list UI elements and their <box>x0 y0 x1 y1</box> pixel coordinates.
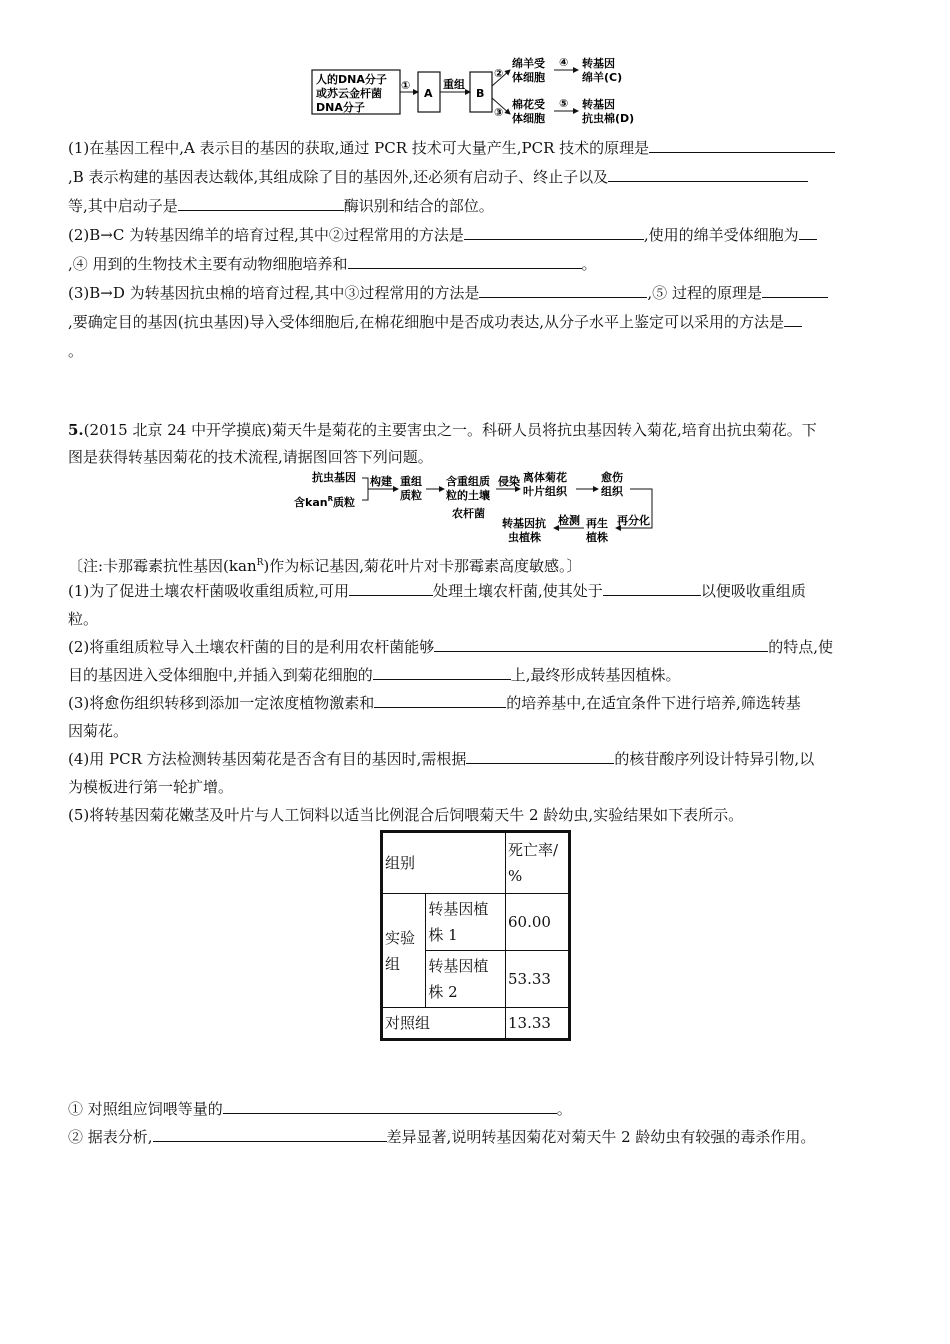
note-text: 〔注:卡那霉素抗性基因(kan <box>68 557 257 575</box>
q5-text: 处理土壤农杆菌,使其处于 <box>433 582 603 600</box>
regen-1: 再生 <box>586 517 608 530</box>
exp-group-1: 实验 <box>385 928 416 947</box>
q4-text: (2)B→C 为转基因绵羊的培育过程,其中②过程常用的方法是 <box>68 226 464 244</box>
q5-text: (4)用 PCR 方法检测转基因菊花是否含有目的基因时,需根据 <box>68 750 467 768</box>
q5-text: ① 对照组应饲喂等量的 <box>68 1100 223 1118</box>
answer-blank[interactable] <box>466 749 614 764</box>
q5-text: 图是获得转基因菊花的技术流程,请据图回答下列问题。 <box>68 448 433 466</box>
build-label: 构建 <box>370 475 392 488</box>
q5-p1-line2 <box>68 609 98 629</box>
note-text: )作为标记基因,菊花叶片对卡那霉素高度敏感。〕 <box>263 557 582 575</box>
agro-3: 农杆菌 <box>452 507 485 520</box>
header-group: 组别 <box>382 832 506 894</box>
answer-blank[interactable] <box>434 637 768 652</box>
answer-blank[interactable] <box>153 1127 387 1142</box>
plant1-cell <box>426 894 506 951</box>
answer-blank[interactable] <box>608 167 808 182</box>
q5-text: (1)为了促进土壤农杆菌吸收重组质粒,可用 <box>68 582 350 600</box>
q5-text: (5)将转基因菊花嫩茎及叶片与人工饲料以适当比例混合后饲喂菊天牛 2 龄幼虫,实验结果如下表所示。 <box>68 806 744 824</box>
q4-text: 。 <box>68 342 84 360</box>
gene-engineering-diagram <box>310 56 650 130</box>
gene-label: 抗虫基因 <box>312 471 356 484</box>
q5-p4-line2 <box>68 777 233 797</box>
q4-part1-line <box>68 138 835 158</box>
answer-blank[interactable] <box>649 138 835 153</box>
q5-p2-line <box>68 637 833 657</box>
step3-label: ③ <box>494 106 504 119</box>
q5-text: 差异显著,说明转基因菊花对菊天牛 2 龄幼虫有较强的毒杀作用。 <box>386 1128 816 1146</box>
q5-s2-line <box>68 1127 815 1147</box>
q5-p1-line <box>68 581 806 601</box>
result-table <box>380 830 571 1041</box>
q4-text: (1)在基因工程中,A 表示目的基因的获取,通过 PCR 技术可大量产生,PCR 技术的原理是 <box>68 139 650 157</box>
source-line-2: 或苏云金杆菌 <box>316 87 382 100</box>
q4-text: 酶识别和结合的部位。 <box>343 197 494 215</box>
q5-p3-line2 <box>68 721 128 741</box>
plant2-1: 转基因植 <box>428 957 489 975</box>
recomb-2: 质粒 <box>400 489 422 502</box>
sheep-cell-2: 体细胞 <box>512 71 545 84</box>
header-rate-2: % <box>508 867 523 885</box>
q5-note <box>68 553 582 576</box>
q4-text: (3)B→D 为转基因抗虫棉的培育过程,其中③过程常用的方法是 <box>68 284 480 302</box>
q4-line7 <box>68 312 802 332</box>
callus-2: 组织 <box>601 485 623 498</box>
q5-text: 因菊花。 <box>68 722 129 740</box>
q5-p5-line <box>68 805 743 825</box>
q5-p4-line <box>68 749 814 769</box>
q4-part3-line <box>68 283 828 303</box>
q4-text: ,要确定目的基因(抗虫基因)导入受体细胞后,在棉花细胞中是否成功表达,从分子水平上鉴定可以采用的方法是 <box>68 313 785 331</box>
rate3-cell: 13.33 <box>506 1008 570 1040</box>
table-row <box>382 1008 570 1040</box>
q5-text: 的培养基中,在适宜条件下进行培养,筛选转基 <box>506 694 801 712</box>
node-a-label: A <box>424 87 433 100</box>
exp-group-2: 组 <box>385 954 401 973</box>
q5-text: 的核苷酸序列设计特异引物,以 <box>614 750 815 768</box>
infect-label: 侵染 <box>498 475 520 488</box>
answer-blank[interactable] <box>762 283 828 298</box>
q4-text: 。 <box>581 255 597 273</box>
exp-group <box>382 894 426 1008</box>
callus-1: 愈伤 <box>601 471 623 484</box>
q4-line2 <box>68 167 808 187</box>
q5-p2-line2 <box>68 665 681 685</box>
leaf-1: 离体菊花 <box>523 471 567 484</box>
agro-1: 含重组质 <box>446 475 490 488</box>
q4-line8 <box>68 341 83 361</box>
q5-p3-line <box>68 693 801 713</box>
q4-text: 等,其中启动子是 <box>68 197 178 215</box>
table-row <box>382 832 570 894</box>
detect-label: 检测 <box>558 514 580 527</box>
q5-text: (3)将愈伤组织转移到添加一定浓度植物激素和 <box>68 694 375 712</box>
answer-blank[interactable] <box>464 225 644 240</box>
table-row <box>382 894 570 951</box>
q5-text: 目的基因进入受体细胞中,并插入到菊花细胞的 <box>68 666 373 684</box>
rate2-cell: 53.33 <box>506 951 570 1008</box>
q5-s1-line <box>68 1099 572 1119</box>
q5-text: 粒。 <box>68 610 99 628</box>
transgenic-2: 虫植株 <box>508 531 541 544</box>
q4-line3 <box>68 196 494 216</box>
cotton-out-1: 转基因 <box>582 98 615 111</box>
q5-text: 为模板进行第一轮扩增。 <box>68 778 234 796</box>
q4-text: ,④ 用到的生物技术主要有动物细胞培养和 <box>68 255 348 273</box>
recomb-1: 重组 <box>400 475 422 488</box>
answer-blank[interactable] <box>178 196 344 211</box>
answer-blank[interactable] <box>223 1099 557 1114</box>
q5-text: 。 <box>556 1100 572 1118</box>
q5-text: 上,最终形成转基因植株。 <box>510 666 681 684</box>
answer-blank[interactable] <box>374 693 506 708</box>
recombine-label: 重组 <box>443 78 465 91</box>
plant1-2: 株 1 <box>428 926 458 944</box>
answer-blank[interactable] <box>479 283 647 298</box>
sheep-cell-1: 绵羊受 <box>512 57 545 70</box>
sheep-out-1: 转基因 <box>582 57 615 70</box>
answer-blank[interactable] <box>349 581 433 596</box>
sheep-out-2: 绵羊(C) <box>582 71 623 84</box>
plasmid-label: 含kan$^R$质粒 <box>294 495 355 509</box>
q4-text: ,B 表示构建的基因表达载体,其组成除了目的基因外,还必须有启动子、终止子以及 <box>68 168 609 186</box>
step5-label: ⑤ <box>559 97 569 110</box>
plant2-2: 株 2 <box>428 983 458 1001</box>
q5-text: (2015 北京 24 中开学摸底)菊天牛是菊花的主要害虫之一。科研人员将抗虫基因转入菊花,培育出抗虫菊花。下 <box>83 421 817 439</box>
rate1-cell: 60.00 <box>506 894 570 951</box>
redif-label: 再分化 <box>617 514 650 527</box>
q4-text: ,⑤ 过程的原理是 <box>647 284 762 302</box>
answer-blank[interactable] <box>373 665 511 680</box>
node-b-label: B <box>476 87 485 100</box>
leaf-2: 叶片组织 <box>523 485 567 498</box>
q4-text: ,使用的绵羊受体细胞为 <box>643 226 799 244</box>
header-rate <box>506 832 570 894</box>
answer-blank[interactable] <box>784 312 802 327</box>
cotton-cell-2: 体细胞 <box>512 112 545 125</box>
q4-line5 <box>68 254 597 274</box>
answer-blank[interactable] <box>348 254 582 269</box>
q5-text: 的特点,使 <box>768 638 834 656</box>
header-rate-1: 死亡率/ <box>508 841 559 859</box>
q4-part2-line <box>68 225 817 245</box>
step4-label: ④ <box>559 56 569 69</box>
step1-label: ① <box>401 79 411 92</box>
answer-blank[interactable] <box>603 581 701 596</box>
q5-text: (2)将重组质粒导入土壤农杆菌的目的是利用农杆菌能够 <box>68 638 435 656</box>
source-line-1: 人的DNA分子 <box>316 73 387 86</box>
question-number: 5. <box>68 421 84 439</box>
chrysanthemum-flow-diagram <box>290 470 660 550</box>
transgenic-1: 转基因抗 <box>502 517 546 530</box>
q5-text: 以便吸收重组质 <box>700 582 806 600</box>
step2-label: ② <box>494 67 504 80</box>
cotton-out-2: 抗虫棉(D) <box>582 112 635 125</box>
plant1-1: 转基因植 <box>428 900 489 918</box>
answer-blank[interactable] <box>799 225 817 240</box>
cotton-cell-1: 棉花受 <box>512 98 545 111</box>
source-line-3: DNA分子 <box>316 101 365 114</box>
regen-2: 植株 <box>586 531 608 544</box>
q5-intro-line2 <box>68 447 433 467</box>
plant2-cell <box>426 951 506 1008</box>
q5-intro-line1 <box>68 420 817 440</box>
note-sup: R <box>256 558 264 568</box>
q5-text: ② 据表分析, <box>68 1128 153 1146</box>
control-cell: 对照组 <box>382 1008 506 1040</box>
agro-2: 粒的土壤 <box>446 489 490 502</box>
